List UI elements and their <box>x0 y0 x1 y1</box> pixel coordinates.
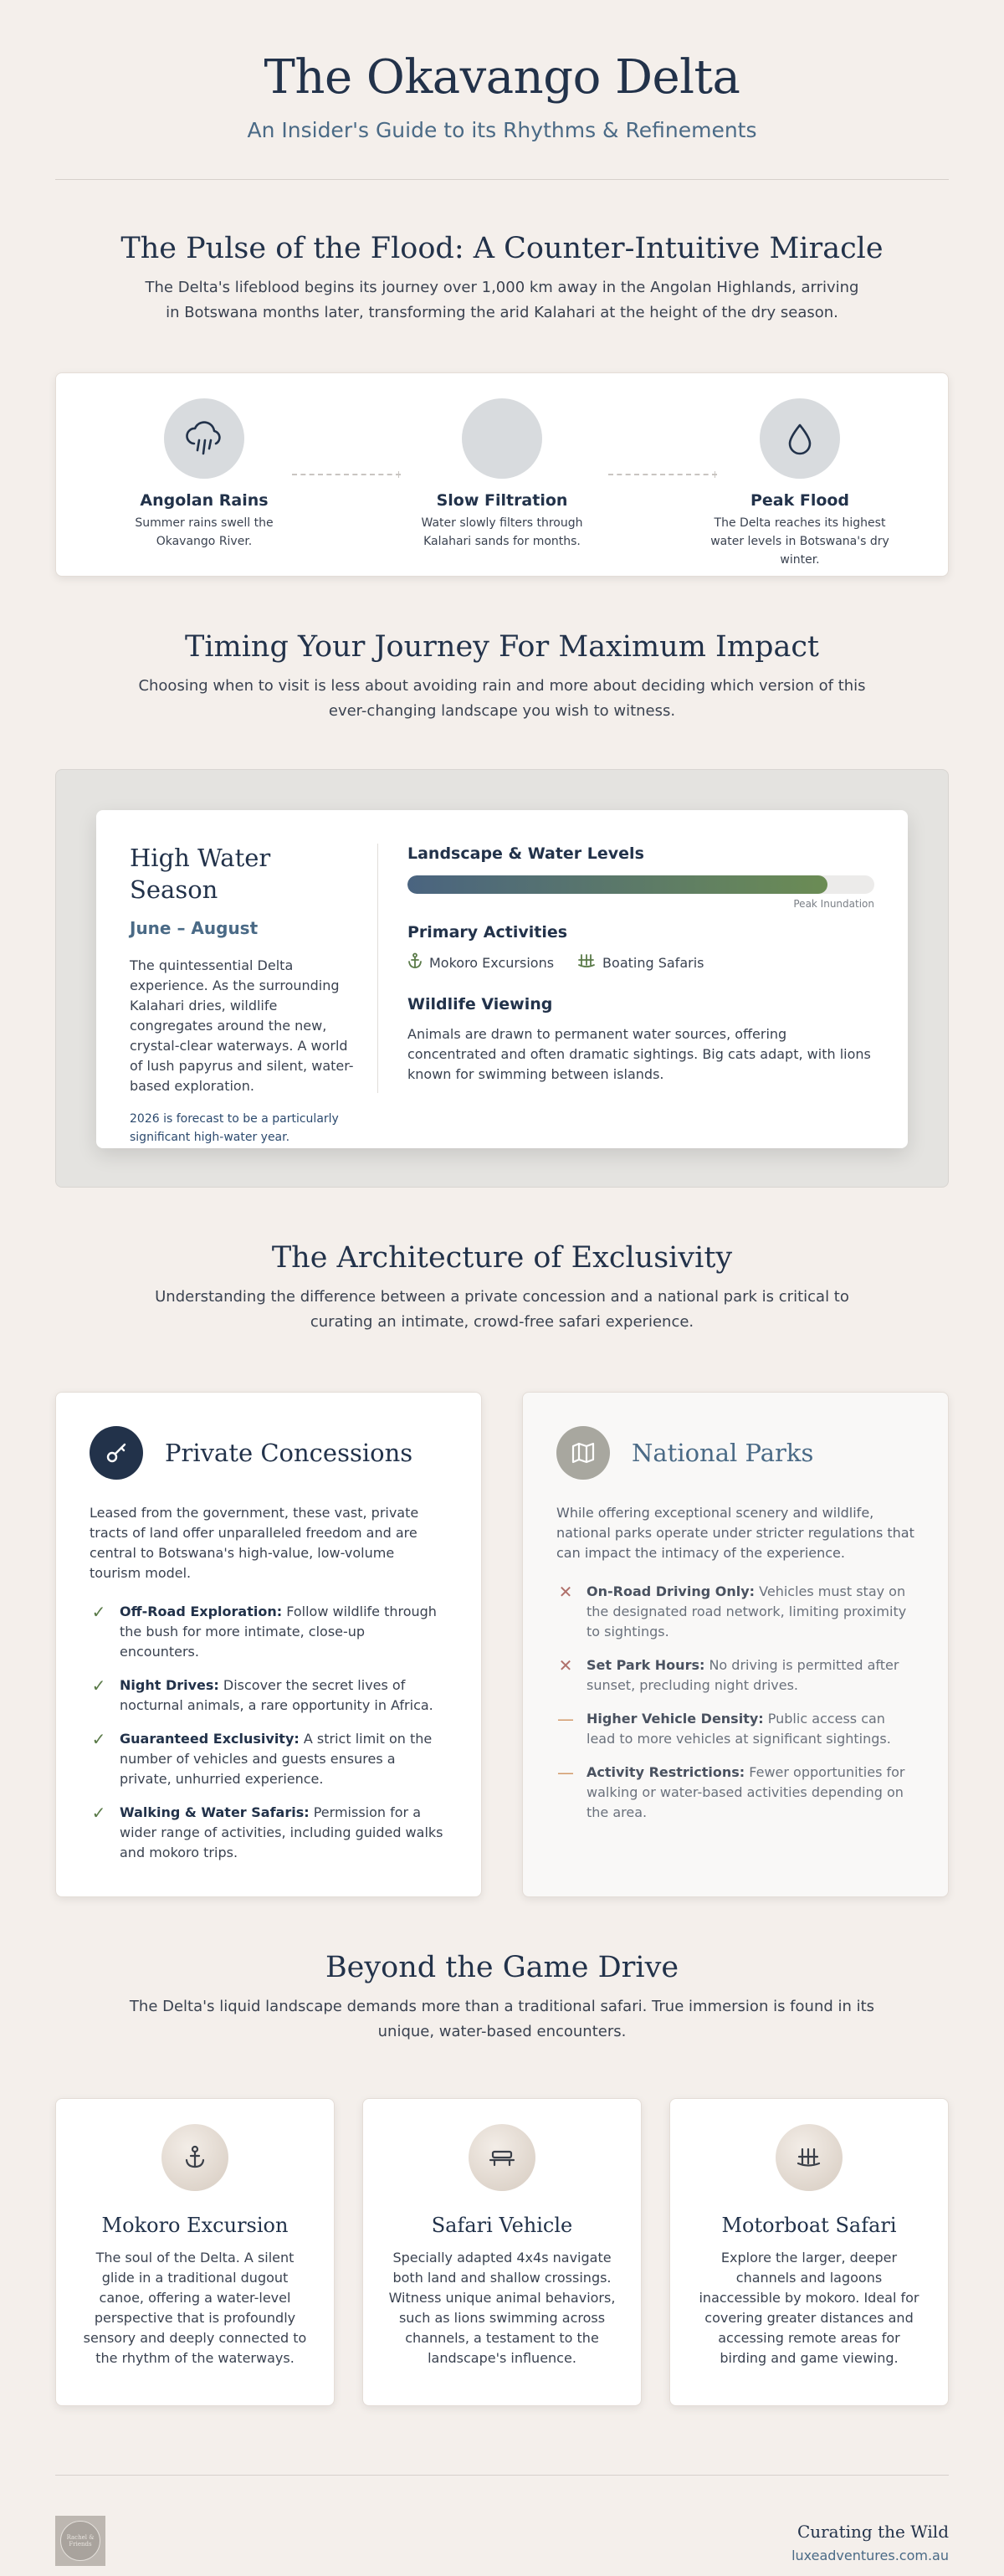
pulse-section <box>55 230 949 577</box>
card-title: National Parks <box>632 1439 814 1467</box>
list-item-label: Guaranteed Exclusivity: <box>120 1731 300 1747</box>
key-icon <box>90 1426 143 1480</box>
card-title: Private Concessions <box>165 1439 413 1467</box>
page-header <box>55 0 949 144</box>
list-item <box>556 1763 914 1823</box>
list-item <box>90 1729 448 1789</box>
footer-brand-block <box>791 2521 949 2566</box>
cross-icon: ✕ <box>558 1655 573 1675</box>
season-details <box>407 844 874 1085</box>
season-description: The quintessential Delta experience. As the surrounding Kalahari dries, wildlife congregates around the new, crystal-clear waterways. A world of lush papyrus and silent, water-based exploration. <box>130 957 354 1094</box>
activity-label: Mokoro Excursions <box>429 955 555 971</box>
step-description: Summer rains swell the Okavango River. <box>135 516 274 548</box>
national-parks-card <box>522 1392 949 1897</box>
check-icon: ✓ <box>91 1729 106 1749</box>
list-item-text <box>587 1655 914 1696</box>
wildlife-text: Animals are drawn to permanent water sources, offering concentrated and often dramatic sightings. Big cats adapt, with lions known for swimming between islands. <box>407 1026 871 1082</box>
flow-arrow <box>292 474 401 475</box>
beyond-section <box>55 1949 949 2406</box>
list-item-text <box>120 1729 448 1789</box>
list-item-label: Activity Restrictions: <box>587 1764 745 1780</box>
list-item-detail: Fewer opportunities for walking or water-based activities depending on the area. <box>587 1764 905 1820</box>
seal-logo <box>55 2516 105 2566</box>
season-summary <box>130 842 356 1147</box>
comparison-grid <box>55 1392 949 1897</box>
header-divider <box>55 179 949 180</box>
list-item-label: Night Drives: <box>120 1677 219 1693</box>
pulse-intro: The Delta's lifeblood begins its journey over 1,000 km away in the Angolan Highlands, arriving in Botswana months later, transforming the arid Kalahari at the height of the dry season. <box>145 279 859 321</box>
map-icon <box>556 1426 610 1480</box>
rain-cloud-icon <box>164 398 244 479</box>
card-title: Mokoro Excursion <box>101 2214 289 2237</box>
water-level-bar <box>407 875 874 894</box>
list-item <box>90 1602 448 1662</box>
flood-process-card <box>55 372 949 577</box>
seal-text: Rachel & Friends <box>60 2521 100 2561</box>
dash-icon: — <box>557 1709 574 1729</box>
private-concessions-card <box>55 1392 482 1897</box>
motorboat-icon <box>776 2124 843 2191</box>
step-description: Water slowly filters through Kalahari sands for months. <box>421 516 583 548</box>
list-item <box>556 1709 914 1749</box>
list-item-detail: A strict limit on the number of vehicles and guests ensures a private, unhurried experience. <box>120 1731 433 1787</box>
list-item-label: Higher Vehicle Density: <box>587 1711 764 1727</box>
list-item-detail: No driving is permitted after sunset, precluding night drives. <box>587 1657 899 1693</box>
benefits-list <box>90 1602 448 1863</box>
vehicle-icon <box>469 2124 535 2191</box>
season-panel <box>55 769 949 1188</box>
season-divider <box>377 844 378 1093</box>
card-title: Safari Vehicle <box>431 2214 573 2237</box>
water-level-label: Peak Inundation <box>793 898 874 910</box>
water-level-fill <box>407 875 827 894</box>
season-dates: June – August <box>130 918 259 938</box>
boat-icon <box>577 952 596 974</box>
restrictions-list <box>556 1582 914 1823</box>
wildlife-heading: Wildlife Viewing <box>407 995 553 1013</box>
card-intro: Leased from the government, these vast, private tracts of land offer unparalleled freedom and are central to Botswana's high-value, low-volume tourism model. <box>90 1505 419 1581</box>
list-item-text <box>120 1602 448 1662</box>
step-description: The Delta reaches its highest water levels in Botswana's dry winter. <box>710 516 889 567</box>
card-intro: While offering exceptional scenery and wildlife, national parks operate under stricter regulations that can impact the intimacy of the experience. <box>556 1505 914 1561</box>
activity-label: Boating Safaris <box>602 955 704 971</box>
step-title: Angolan Rains <box>140 491 269 510</box>
season-card <box>96 810 908 1148</box>
timing-section <box>55 629 949 1188</box>
activities-list <box>407 952 874 974</box>
step-angolan-rains <box>91 398 317 551</box>
footer-brand: Curating the Wild <box>797 2522 949 2542</box>
season-forecast-note: 2026 is forecast to be a particularly significant high-water year. <box>130 1112 339 1144</box>
list-item-label: On-Road Driving Only: <box>587 1583 756 1599</box>
list-item-detail: Permission for a wider range of activities, including guided walks and mokoro trips. <box>120 1804 443 1860</box>
check-icon: ✓ <box>91 1803 106 1823</box>
list-item-text <box>120 1675 448 1716</box>
activity-boating <box>577 952 704 974</box>
list-item-label: Walking & Water Safaris: <box>120 1804 310 1820</box>
list-item-text <box>587 1709 914 1749</box>
blank-circle-icon <box>462 398 542 479</box>
timing-intro: Choosing when to visit is less about avoiding rain and more about deciding which version of this ever-changing landscape you wish to witness. <box>138 677 866 720</box>
list-item-text <box>587 1763 914 1823</box>
step-title: Peak Flood <box>750 491 850 510</box>
list-item-text <box>120 1803 448 1863</box>
anchor-icon <box>407 952 423 974</box>
beyond-title: Beyond the Game Drive <box>325 1951 679 1984</box>
list-item-detail: Discover the secret lives of nocturnal animals, a rare opportunity in Africa. <box>120 1677 433 1713</box>
page-footer <box>55 2476 949 2576</box>
activity-mokoro <box>407 952 554 974</box>
page-subtitle: An Insider's Guide to its Rhythms & Refinements <box>247 118 757 142</box>
card-title: Motorboat Safari <box>721 2214 897 2237</box>
list-item-detail: Vehicles must stay on the designated road network, limiting proximity to sightings. <box>587 1583 907 1640</box>
list-item <box>90 1803 448 1863</box>
cross-icon: ✕ <box>558 1582 573 1602</box>
architecture-intro: Understanding the difference between a private concession and a national park is critical to curating an intimate, crowd-free safari experience. <box>155 1288 849 1331</box>
list-item-text <box>587 1582 914 1642</box>
season-name: High Water Season <box>130 844 271 904</box>
check-icon: ✓ <box>91 1602 106 1622</box>
list-item <box>90 1675 448 1716</box>
check-icon: ✓ <box>91 1675 106 1696</box>
dash-icon: — <box>557 1763 574 1783</box>
safari-vehicle-card <box>362 2098 642 2406</box>
list-item <box>556 1582 914 1642</box>
beyond-intro: The Delta's liquid landscape demands more than a traditional safari. True immersion is found in its unique, water-based encounters. <box>129 1998 875 2040</box>
motorboat-safari-card <box>669 2098 949 2406</box>
architecture-title: The Architecture of Exclusivity <box>271 1241 733 1275</box>
list-item <box>556 1655 914 1696</box>
activities-heading: Primary Activities <box>407 923 568 942</box>
list-item-label: Set Park Hours: <box>587 1657 705 1673</box>
landscape-heading: Landscape & Water Levels <box>407 844 644 863</box>
card-description: Explore the larger, deeper channels and lagoons inaccessible by mokoro. Ideal for covering greater distances and accessing remote areas for birding and game viewing. <box>699 2250 919 2366</box>
pulse-title: The Pulse of the Flood: A Counter-Intuitive Miracle <box>120 232 884 265</box>
card-description: Specially adapted 4x4s navigate both land and shallow crossings. Witness unique animal behaviors, such as lions swimming across channels, a testament to the landscape's influence. <box>388 2250 616 2366</box>
water-drop-icon <box>760 398 840 479</box>
list-item-label: Off-Road Exploration: <box>120 1604 283 1619</box>
anchor-icon <box>161 2124 228 2191</box>
timing-title: Timing Your Journey For Maximum Impact <box>185 630 819 664</box>
page-title: The Okavango Delta <box>264 50 740 105</box>
experience-cards <box>55 2098 949 2406</box>
architecture-section <box>55 1239 949 1897</box>
step-title: Slow Filtration <box>436 491 568 510</box>
list-item-detail: Public access can lead to more vehicles at significant sightings. <box>587 1711 891 1747</box>
mokoro-excursion-card <box>55 2098 335 2406</box>
footer-url-link[interactable]: luxeadventures.com.au <box>791 2548 949 2563</box>
step-slow-filtration <box>389 398 615 551</box>
step-peak-flood <box>687 398 913 569</box>
card-description: The soul of the Delta. A silent glide in a traditional dugout canoe, offering a water-level perspective that is profoundly sensory and deeply connected to the rhythm of the waterways. <box>83 2250 307 2366</box>
list-item-detail: Follow wildlife through the bush for more intimate, close-up encounters. <box>120 1604 437 1660</box>
